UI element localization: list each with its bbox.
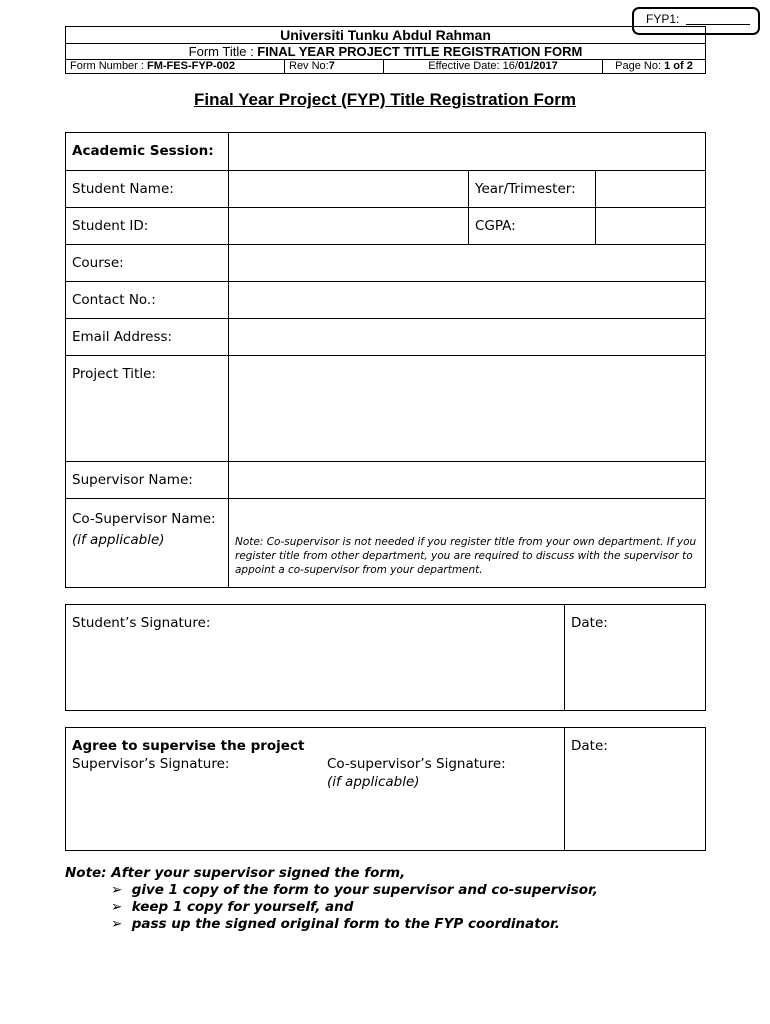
form-number-prefix: Form Number :: [70, 60, 148, 72]
project-title-field[interactable]: [229, 356, 706, 462]
rev-cell: [285, 60, 384, 74]
student-signature-table: [65, 604, 706, 711]
student-id-label: Student ID:: [66, 208, 229, 245]
supervisor-name-field[interactable]: [229, 462, 706, 499]
signature-labels-row: [72, 756, 558, 796]
page-title: Final Year Project (FYP) Title Registration Form: [194, 90, 576, 109]
contact-field[interactable]: [229, 282, 706, 319]
co-supervisor-name-label: Co-Supervisor Name:: [72, 511, 216, 527]
form-title-row: [66, 44, 706, 60]
university-name: Universiti Tunku Abdul Rahman: [66, 27, 706, 44]
document-header: [65, 26, 706, 74]
academic-session-label: Academic Session:: [66, 133, 229, 171]
academic-session-field[interactable]: [229, 133, 706, 171]
student-name-label: Student Name:: [66, 171, 229, 208]
co-supervisor-label-cell: [66, 499, 229, 588]
student-id-field[interactable]: [229, 208, 469, 245]
form-title: FINAL YEAR PROJECT TITLE REGISTRATION FORM: [257, 44, 583, 59]
page-number-cell: [603, 60, 706, 74]
form-title-prefix: Form Title :: [188, 44, 258, 59]
project-title-label: Project Title:: [66, 356, 229, 462]
student-date-field[interactable]: [565, 605, 706, 711]
arrow-bullet-icon: ➢: [111, 882, 123, 898]
footnote-bullet: [65, 916, 725, 933]
footnote: [65, 865, 725, 933]
footnote-bullet-text: keep 1 copy for yourself, and: [131, 899, 354, 915]
effective-date: 01/2017: [517, 60, 558, 72]
student-signature-field[interactable]: [66, 605, 565, 711]
co-supervisor-note: Note: Co-supervisor is not needed if you register title from your own department. If you register title from other department, you are required to discuss with the supervisor to appoint a co-supervisor from your department.: [235, 536, 697, 576]
year-trimester-label: Year/Trimester:: [469, 171, 596, 208]
footnote-bullet: [65, 899, 725, 916]
page-prefix: Page No:: [615, 60, 665, 72]
form-number: FM-FES-FYP-002: [147, 60, 236, 72]
contact-label: Contact No.:: [66, 282, 229, 319]
course-field[interactable]: [229, 245, 706, 282]
fyp1-label: FYP1:: [646, 12, 680, 26]
supervisor-signature-field[interactable]: [66, 728, 565, 851]
supervisor-date-label: Date:: [571, 738, 608, 754]
cgpa-field[interactable]: [596, 208, 706, 245]
footnote-bullet: [65, 882, 725, 899]
effective-date-prefix: Effective Date: 16/: [428, 60, 518, 72]
supervisor-signature-label: Supervisor’s Signature:: [72, 756, 230, 772]
course-label: Course:: [66, 245, 229, 282]
co-supervisor-signature-label: Co-supervisor’s Signature:: [327, 756, 506, 772]
supervisor-date-field[interactable]: [565, 728, 706, 851]
footnote-bullet-text: pass up the signed original form to the FYP coordinator.: [131, 916, 560, 932]
effective-date-cell: [384, 60, 603, 74]
footnote-intro: Note: After your supervisor signed the form,: [65, 865, 406, 881]
fyp1-blank-line: [686, 24, 750, 25]
student-signature-label: Student’s Signature:: [72, 615, 211, 631]
rev-number: 7: [328, 60, 335, 72]
co-supervisor-if-applicable: (if applicable): [72, 532, 165, 548]
supervisor-name-label: Supervisor Name:: [66, 462, 229, 499]
student-details-table: [65, 132, 706, 588]
student-name-field[interactable]: [229, 171, 469, 208]
year-trimester-field[interactable]: [596, 171, 706, 208]
student-date-label: Date:: [571, 615, 608, 631]
page-number: 1 of 2: [664, 60, 693, 72]
cgpa-label: CGPA:: [469, 208, 596, 245]
arrow-bullet-icon: ➢: [111, 899, 123, 915]
email-field[interactable]: [229, 319, 706, 356]
co-supervisor-signature-if-applicable: (if applicable): [327, 774, 420, 790]
supervisor-signature-table: [65, 727, 706, 851]
email-label: Email Address:: [66, 319, 229, 356]
agree-supervise-heading: Agree to supervise the project: [72, 738, 305, 754]
arrow-bullet-icon: ➢: [111, 916, 123, 932]
rev-prefix: Rev No:: [289, 60, 329, 72]
form-number-cell: [66, 60, 285, 74]
co-supervisor-field[interactable]: [229, 499, 706, 588]
footnote-bullet-text: give 1 copy of the form to your supervisor and co-supervisor,: [131, 882, 598, 898]
